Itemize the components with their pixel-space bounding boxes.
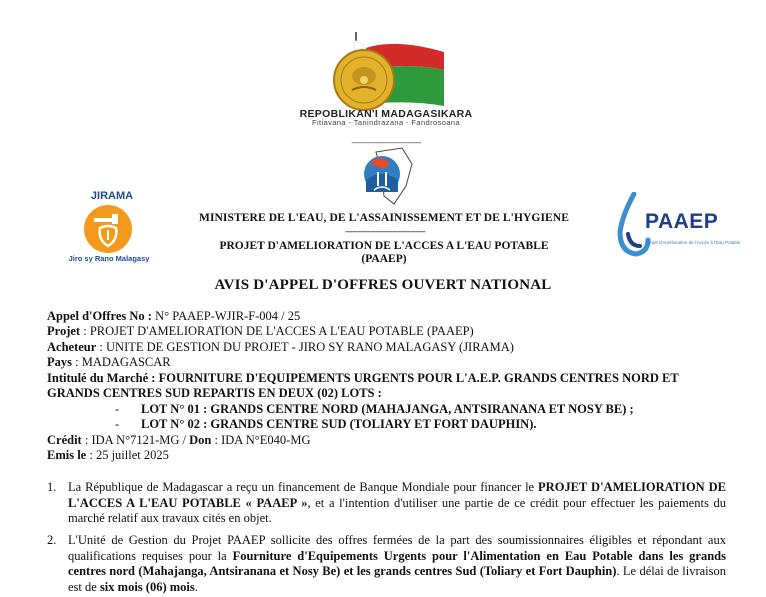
credit-line bbox=[47, 433, 310, 448]
lot2: LOT N° 02 : GRANDS CENTRE SUD (TOLIARY ET FORT DAUPHIN). bbox=[141, 417, 537, 431]
notice-title: AVIS D'APPEL D'OFFRES OUVERT NATIONAL bbox=[214, 277, 552, 293]
lot1-bullet: - bbox=[115, 402, 120, 416]
paaep-subtitle: Projet d'Amélioration de l'Accès à l'Eau Potable bbox=[646, 240, 741, 245]
pays-line bbox=[47, 355, 171, 370]
pays-label: Pays bbox=[47, 355, 72, 369]
emis-line bbox=[47, 448, 169, 463]
separator-mid: -------------------------------- bbox=[345, 226, 425, 236]
credit-value: : IDA N°7121-MG / bbox=[81, 433, 190, 447]
acheteur-line bbox=[47, 340, 514, 355]
projet-line bbox=[47, 324, 474, 339]
acheteur-label: Acheteur bbox=[47, 340, 97, 354]
paragraph-1 bbox=[68, 480, 726, 527]
intitule-label: Intitulé du Marché bbox=[47, 371, 149, 385]
jirama-tagline: Jiro sy Rano Malagasy bbox=[68, 254, 150, 263]
republic-motto: Fitiavana - Tanindrazana - Fandrosoana bbox=[311, 118, 461, 127]
project-heading-line1: PROJET D'AMELIORATION DE L'ACCES A L'EAU POTABLE bbox=[219, 240, 549, 252]
ministry-heading: MINISTERE DE L'EAU, DE L'ASSAINISSEMENT ET DE L'HYGIENE bbox=[199, 212, 569, 224]
paragraph-2-duration: six mois (06) mois bbox=[99, 579, 195, 594]
projet-label: Projet bbox=[47, 324, 81, 338]
project-heading-line2: (PAAEP) bbox=[361, 253, 407, 265]
don-label: Don bbox=[189, 433, 212, 447]
ao-line bbox=[47, 309, 300, 324]
emis-label: Emis le bbox=[47, 448, 87, 462]
paragraph-2-text-e: . bbox=[194, 579, 198, 594]
paaep-title: PAAEP bbox=[645, 210, 719, 233]
paragraph-1-text-a: La République de Madagascar a reçu un financement de Banque Mondiale pour financer le bbox=[68, 480, 539, 494]
paragraph-1-number: 1. bbox=[47, 480, 57, 494]
intitule-line bbox=[47, 371, 679, 386]
jirama-title: JIRAMA bbox=[90, 190, 134, 202]
don-value: : IDA N°E040-MG bbox=[211, 433, 311, 447]
intitule-value-1: : FOURNITURE D'EQUIPEMENTS URGENTS POUR L'A.E.P. GRANDS CENTRES NORD ET bbox=[148, 371, 679, 385]
paragraph-2 bbox=[68, 533, 726, 595]
paragraph-1-text-c: , et a l'intention d'utiliser une partie de ce crédit pour effectuer les paiements du marché relatif aux travaux cités en objet. bbox=[68, 495, 726, 526]
acheteur-value: : UNITE DE GESTION DU PROJET - JIRO SY RANO MALAGASY (JIRAMA) bbox=[96, 340, 514, 354]
paragraph-1-project: PROJET D'AMELIORATION DE L'ACCES A L'EAU POTABLE « PAAEP » bbox=[68, 480, 726, 510]
paragraph-2-number: 2. bbox=[47, 533, 57, 547]
paragraph-2-text-c: . Le délai de livraison est de bbox=[68, 564, 726, 594]
ministry-logo-icon bbox=[356, 146, 414, 206]
republic-name: REPOBLIKAN'I MADAGASIKARA bbox=[299, 108, 473, 120]
emis-value: : 25 juillet 2025 bbox=[86, 448, 169, 462]
pays-value: : MADAGASCAR bbox=[72, 355, 171, 369]
republic-emblem bbox=[326, 30, 446, 118]
ao-value: N° PAAEP-WJIR-F-004 / 25 bbox=[151, 309, 301, 323]
paragraph-2-supply: Fourniture d'Equipements Urgents pour l'Alimentation en Eau Potable dans les grands centres nord (Mahajanga, Antsiranana et Nosy Be) et les grands centres Sud (Toliary et Fort Dauphin) bbox=[68, 548, 726, 579]
projet-value: : PROJET D'AMELIORATION DE L'ACCES A L'EAU POTABLE (PAAEP) bbox=[80, 324, 474, 338]
separator-top: -------------------------------- bbox=[351, 138, 421, 147]
lot2-bullet: - bbox=[115, 417, 120, 431]
credit-label: Crédit bbox=[47, 433, 82, 447]
jirama-logo-icon bbox=[80, 204, 136, 254]
lot1: LOT N° 01 : GRANDS CENTRE NORD (MAHAJANGA, ANTSIRANANA ET NOSY BE) ; bbox=[141, 402, 634, 416]
ao-label: Appel d'Offres No : bbox=[47, 309, 152, 323]
paragraph-2-text-a: L'Unité de Gestion du Projet PAAEP sollicite des offres fermées de la part des soumissionnaires éligibles et répondant aux qualifications requises pour la bbox=[68, 533, 726, 563]
intitule-value-2: GRANDS CENTRES SUD REPARTIS EN DEUX (02) LOTS : bbox=[47, 386, 382, 400]
